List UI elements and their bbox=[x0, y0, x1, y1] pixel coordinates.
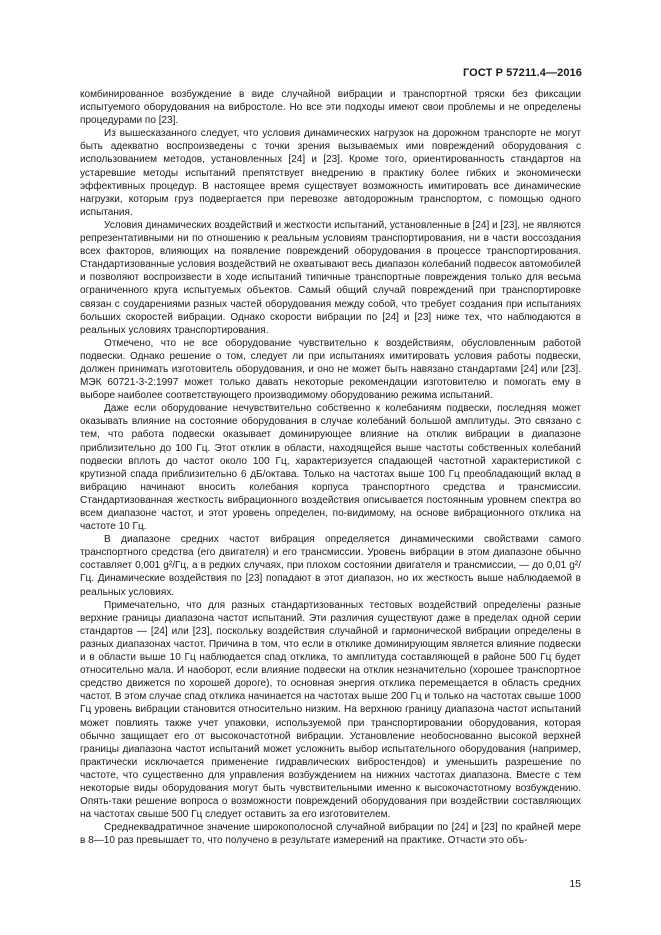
paragraph: Примечательно, что для разных стандартизованных тестовых воздействий определены разные верхние границы диапазона частот испытаний. Эти различия существуют даже в пределах одной серии стандартов — [24] или [23], поскольку воздействия случайной и гармонической вибрации определены в разных диапазонах частот. Причина в том, что если в отклике доминирующим является влияние подвески и в области выше 10 Гц наблюдается спад отклика, то амплитуда составляющей в районе 500 Гц будет относительно мала. И наоборот, если влияние подвески на отклик незначительно (хорошее транспортное средство движется по хорошей дороге), то основная энергия отклика перемещается в область средних частот. В этом случае спад отклика начинается на частотах выше 200 Гц и только на частотах свыше 1000 Гц уровень вибрации становится относительно низким. На верхнюю границу диапазона частот испытаний может повлиять также учет упаковки, используемой при транспортировании оборудования, которая обычно защищает его от высокочастотной вибрации. Установление необоснованно высокой верхней границы диапазона частот испытаний может усложнить выбор испытательного оборудования (например, практически исключается применение гидравлических вибростендов) и уменьшить разрешение по частоте, что существенно для управления возбуждением на нижних частотах диапазона. Вместе с тем некоторые виды оборудования могут быть чувствительными именно к высокочастотному возбуждению. Опять-таки решение вопроса о возможности повреждений оборудования при воздействии составляющих на частотах свыше 500 Гц следует оставить за его изготовителем. bbox=[80, 599, 581, 821]
paragraph: Среднеквадратичное значение широкополосной случайной вибрации по [24] и [23] по крайней мере в 8—10 раз превышает то, что получено в результате измерений на практике. Отчасти это объ- bbox=[80, 822, 581, 847]
paragraph: Даже если оборудование нечувствительно собственно к колебаниям подвески, последняя может оказывать влияние на состояние оборудования в случае колебаний большой амплитуды. Это связано с тем, что работа подвески оказывает доминирующее влияние на отклик вибрации в диапазоне приблизительно до 100 Гц. Этот отклик в области, находящейся выше частоты собственных колебаний подвески вплоть до частот около 100 Гц, характеризуется спадающей частотной характеристикой с крутизной спада приблизительно 6 дБ/октава. Только на частотах выше 100 Гц преобладающий вклад в вибрацию начинают вносить колебания корпуса транспортного средства и трансмиссии. Стандартизованная жесткость вибрационного воздействия описывается постоянным уровнем спектра во всем диапазоне частот, и этот уровень определен, по-видимому, на основе вибрационного отклика на частоте 10 Гц. bbox=[80, 403, 581, 533]
paragraph: Отмечено, что не все оборудование чувствительно к воздействиям, обусловленным работой подвески. Однако решение о том, следует ли при испытаниях имитировать условия работы подвески, должен принимать изготовитель оборудования, и оно не может быть навязано стандартами [24] или [23]. МЭК 60721-3-2:1997 может только давать некоторые рекомендации изготовителю и помогать ему в выборе наиболее соответствующего производимому оборудованию режима испытаний. bbox=[80, 337, 581, 402]
paragraph: В диапазоне средних частот вибрация определяется динамическими свойствами самого транспортного средства (его двигателя) и его трансмиссии. Уровень вибрации в этом диапазоне обычно составляет 0,001 g²/Гц, а в редких случаях, при плохом состоянии двигателя и трансмиссии, — до 0,01 g²/Гц. Динамические воздействия по [23] попадают в этот диапазон, но их жесткость выше наблюдаемой в реальных условиях. bbox=[80, 534, 581, 598]
paragraph: Условия динамических воздействий и жесткости испытаний, установленные в [24] и [23], не являются репрезентативными ни по отношению к реальным условиям транспортирования, ни в части воссоздания всех факторов, влияющих на появление повреждений оборудования в процессе транспортирования. Стандартизованные условия воздействий не охватывают весь диапазон колебаний подвесок автомобилей и позволяют воспроизвести в ходе испытаний типичные транспортные повреждения только для весьма ограниченного круга испытуемых объектов. Самый общий случай повреждений при транспортировке связан с соударениями разных частей оборудования между собой, что требует создания при испытаниях больших скоростей вибрации. Однако скорости вибрации по [24] и [23] ниже тех, что наблюдаются в реальных условиях транспортирования. bbox=[80, 219, 581, 336]
document-body bbox=[80, 88, 581, 847]
paragraph: Из вышесказанного следует, что условия динамических нагрузок на дорожном транспорте не могут быть адекватно воспроизведены с точки зрения вызываемых ими повреждений оборудования с использованием методов, установленных [24] и [23]. Кроме того, ориентированность стандартов на устаревшие методы испытаний препятствует внедрению в практику более гибких и экономически эффективных процедур. В настоящее время существует возможность имитировать все динамические нагрузки, которым груз подвергается при перевозке автодорожным транспортом, с помощью одного испытания. bbox=[80, 128, 581, 218]
paragraph-continuation: комбинированное возбуждение в виде случайной вибрации и транспортной тряски без фиксации испытуемого оборудования на вибростоле. Но все эти подходы имеют свои проблемы и не определены процедурами по [23]. bbox=[80, 89, 581, 127]
page-number: 15 bbox=[569, 878, 581, 890]
document-id-header: ГОСТ Р 57211.4—2016 bbox=[462, 67, 582, 79]
